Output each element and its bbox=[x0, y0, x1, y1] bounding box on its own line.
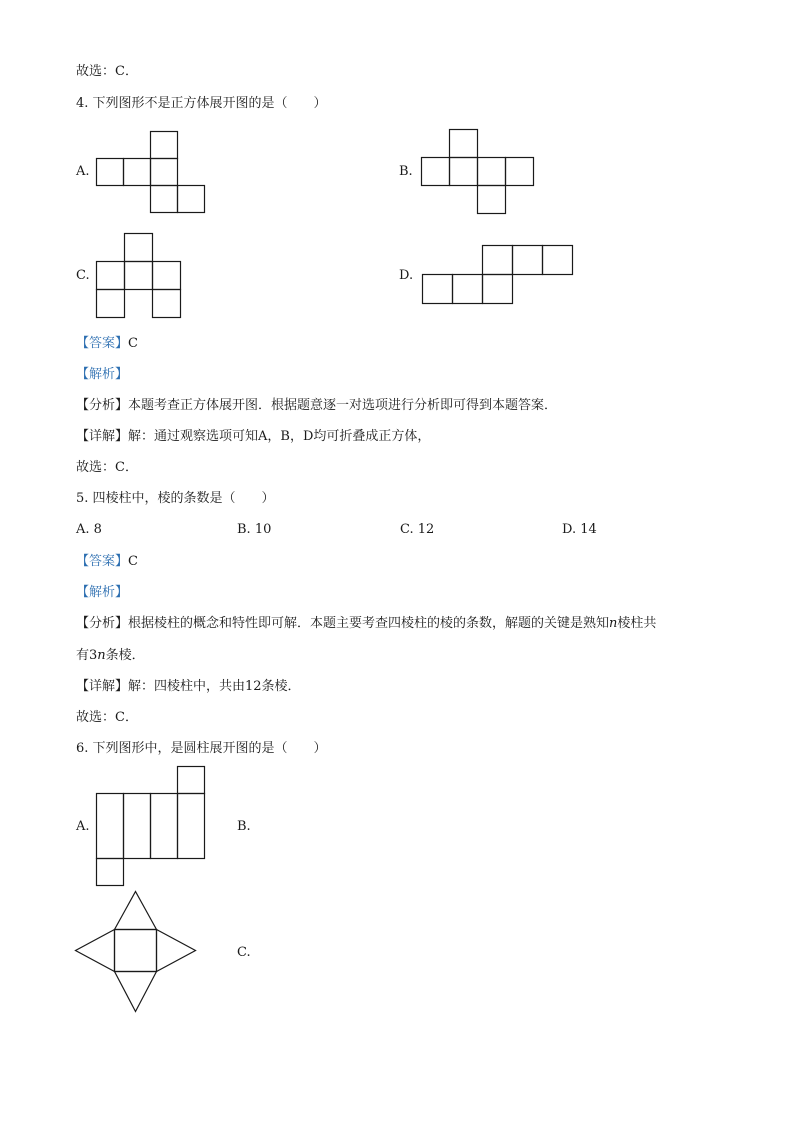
q4-jiexi: 【解析】 bbox=[76, 367, 129, 382]
q4-option-b-label: B. bbox=[399, 164, 413, 179]
q6-option-a-label: A. bbox=[76, 819, 90, 834]
q4-figure-b bbox=[420, 128, 538, 216]
q5-answer: 【答案】C bbox=[76, 554, 138, 569]
q5-fenxi-cont: 有3n条棱． bbox=[76, 648, 145, 663]
q4-select: 故选：C． bbox=[76, 460, 138, 475]
q6-figure-a bbox=[95, 765, 207, 887]
q4-option-a-label: A. bbox=[76, 164, 90, 179]
q4-detail: 【详解】解：通过观察选项可知A，B，D均可折叠成正方体， bbox=[76, 429, 431, 444]
q4-answer: 【答案】C bbox=[76, 336, 138, 351]
q4-option-c-label: C. bbox=[76, 268, 90, 283]
q4-option-d-label: D. bbox=[399, 268, 414, 283]
q5-select: 故选：C． bbox=[76, 710, 138, 725]
q5-fenxi: 【分析】根据棱柱的概念和特性即可解．本题主要考查四棱柱的棱的条数，解题的关键是熟知n棱柱共 bbox=[76, 616, 657, 631]
q5-option-c: C. 12 bbox=[400, 522, 435, 537]
q4-figure-c bbox=[95, 232, 183, 320]
q5-option-d: D. 14 bbox=[562, 522, 597, 537]
question-5: 5. 四棱柱中，棱的条数是（ ） bbox=[76, 491, 275, 506]
q5-jiexi: 【解析】 bbox=[76, 585, 129, 600]
q5-detail: 【详解】解：四棱柱中，共由12条棱． bbox=[76, 679, 301, 694]
question-4: 4. 下列图形不是正方体展开图的是（ ） bbox=[76, 96, 327, 111]
select-line-prev: 故选：C． bbox=[76, 64, 138, 79]
q4-figure-d bbox=[421, 244, 575, 306]
q6-option-c-label: C. bbox=[237, 945, 251, 960]
q4-figure-a bbox=[96, 130, 208, 214]
q6-figure-pyramid-net bbox=[74, 890, 198, 1014]
question-6: 6. 下列图形中，是圆柱展开图的是（ ） bbox=[76, 741, 327, 756]
q6-option-b-label: B. bbox=[237, 819, 251, 834]
q5-option-a: A. 8 bbox=[76, 522, 102, 537]
q4-fenxi: 【分析】本题考查正方体展开图．根据题意逐一对选项进行分析即可得到本题答案． bbox=[76, 398, 558, 413]
q5-option-b: B. 10 bbox=[237, 522, 272, 537]
